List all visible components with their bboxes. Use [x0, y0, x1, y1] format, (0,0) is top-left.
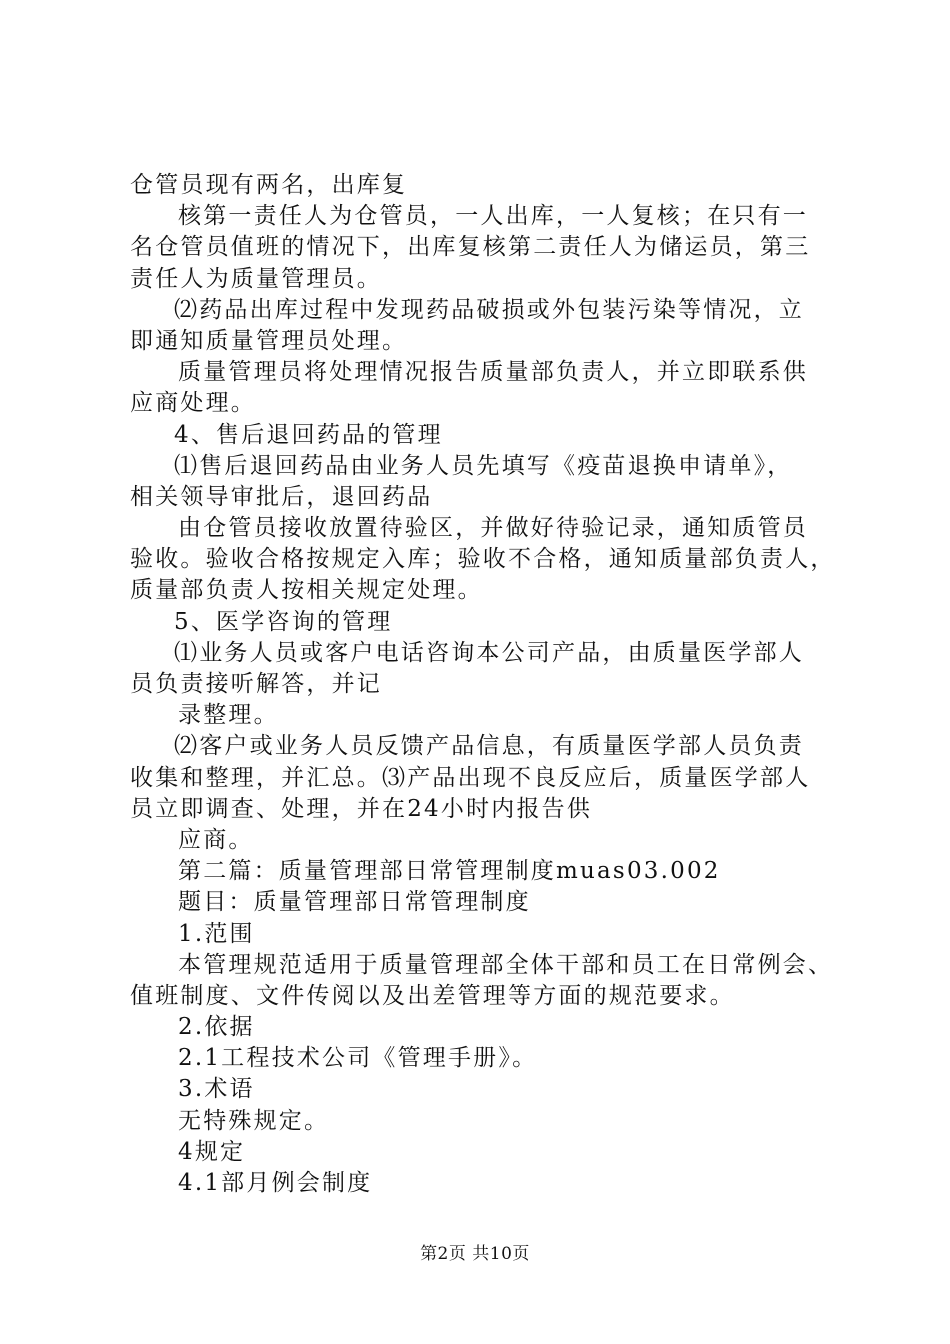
text-line: 验收。验收合格按规定入库；验收不合格，通知质量部负责人， — [130, 546, 836, 573]
text-line: 应商处理。 — [130, 390, 256, 417]
text-line: 员负责接听解答，并记 — [130, 671, 382, 697]
section-heading: 4、售后退回药品的管理 — [174, 421, 443, 448]
text-line: ⑴售后退回药品由业务人员先填写《疫苗退换申请单》， — [174, 452, 793, 479]
text-line: 收集和整理，并汇总。⑶产品出现不良反应后，质量医学部人 — [130, 764, 811, 791]
section-heading: 1.范围 — [178, 920, 255, 947]
section-heading: 4.1部月例会制度 — [178, 1170, 373, 1196]
text-line: 即通知质量管理员处理。 — [130, 327, 408, 354]
text-line: 核第一责任人为仓管员，一人出库，一人复核；在只有一 — [178, 203, 808, 230]
text-line: 无特殊规定。 — [178, 1107, 330, 1134]
text-line: ⑵药品出库过程中发现药品破损或外包装污染等情况，立 — [174, 296, 804, 323]
text-line: 相关领导审批后，退回药品 — [130, 483, 433, 510]
subject-line: 题目：质量管理部日常管理制度 — [178, 889, 531, 916]
text-line: 由仓管员接收放置待验区，并做好待验记录，通知质管员 — [178, 515, 808, 542]
text-line: 责任人为质量管理员。 — [130, 265, 382, 292]
text-line: 2.1工程技术公司《管理手册》。 — [178, 1045, 538, 1072]
document-body — [130, 170, 850, 1199]
section-heading: 5、医学咨询的管理 — [174, 608, 393, 635]
text-line: 质量管理员将处理情况报告质量部负责人，并立即联系供 — [178, 359, 808, 386]
section-heading: 3.术语 — [178, 1076, 255, 1103]
text-line: 质量部负责人按相关规定处理。 — [130, 577, 483, 604]
text-line: ⑵客户或业务人员反馈产品信息，有质量医学部人员负责 — [174, 733, 804, 760]
text-line: ⑴业务人员或客户电话咨询本公司产品，由质量医学部人 — [174, 639, 804, 666]
text-line: 仓管员现有两名，出库复 — [130, 172, 408, 198]
chapter-title: 第二篇：质量管理部日常管理制度muas03.002 — [178, 858, 721, 885]
text-line: 值班制度、文件传阅以及出差管理等方面的规范要求。 — [130, 982, 735, 1009]
text-line: 名仓管员值班的情况下，出库复核第二责任人为储运员，第三 — [130, 234, 811, 261]
text-line: 本管理规范适用于质量管理部全体干部和员工在日常例会、 — [178, 951, 834, 978]
section-heading: 2.依据 — [178, 1014, 255, 1041]
section-heading: 4规定 — [178, 1138, 246, 1165]
text-line: 员立即调查、处理，并在24小时内报告供 — [130, 795, 593, 822]
text-line: 应商。 — [178, 826, 254, 853]
page-number-footer: 第2页 共10页 — [420, 1244, 530, 1264]
text-line: 录整理。 — [178, 702, 279, 729]
